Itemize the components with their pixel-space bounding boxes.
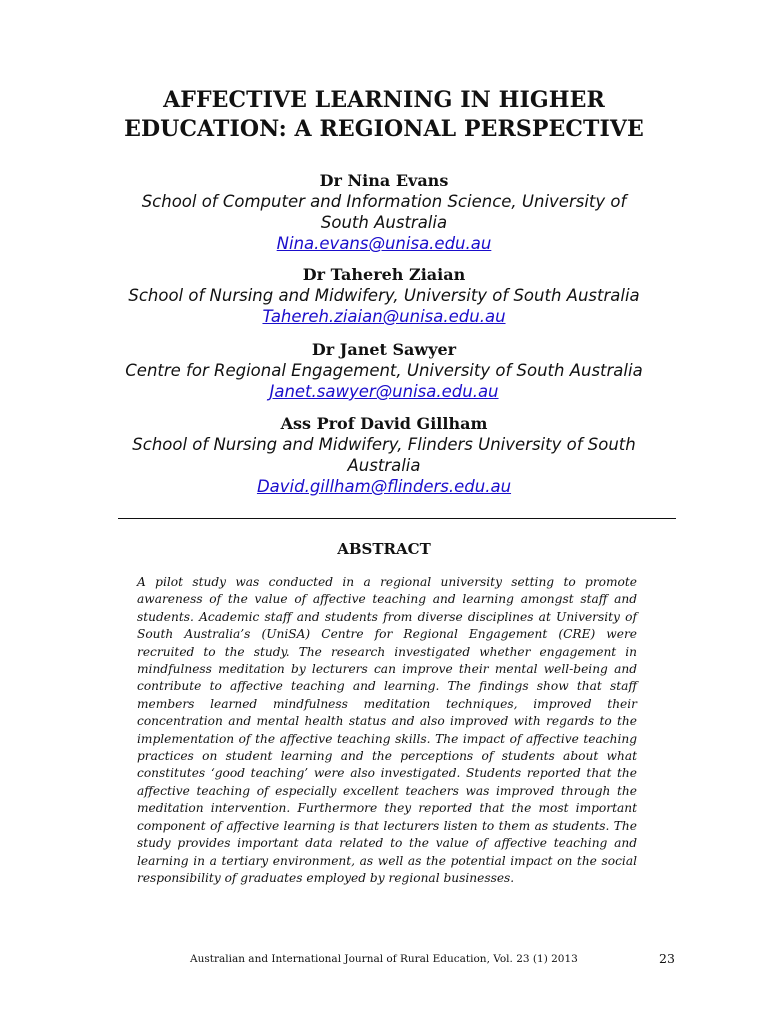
author-email-link[interactable]: David.gillham@flinders.edu.au [256,477,512,496]
paper-title-line-1: AFFECTIVE LEARNING IN HIGHER [163,87,605,113]
author-affiliation [90,191,678,233]
author-name: Dr Janet Sawyer [311,340,457,359]
author-block-2 [90,264,678,327]
affiliation-line-2: Australia [347,456,421,475]
author-block-1 [90,170,678,254]
author-email-link[interactable]: Janet.sawyer@unisa.edu.au [269,382,499,401]
paper-title-line-2: EDUCATION: A REGIONAL PERSPECTIVE [124,116,644,142]
author-affiliation [90,434,678,476]
author-block-4 [90,413,678,497]
author-name: Ass Prof David Gillham [280,414,488,433]
affiliation-line-1: School of Computer and Information Science, University of [141,192,627,211]
abstract-text: A pilot study was conducted in a regional university setting to promote awareness of the value of affective teaching and learning amongst staff and students. Academic staff and students from diverse disciplines at University of South Australia’s (UniSA) Centre for Regional Engagement (CRE) were recruited to the study. The research investigated whether engagement in mindfulness meditation by lecturers can improve their mental well-being and contribute to affective teaching and learning. The findings show that staff members learned mindfulness meditation techniques, improved their concentration and mental health status and also improved with regards to the implementation of the affective teaching skills. The impact of affective teaching practices on student learning and the perceptions of students about what constitutes ‘good teaching’ were also investigated. Students reported that the affective teaching of especially excellent teachers was improved through the meditation intervention. Furthermore they reported that the most important component of affective learning is that lecturers listen to them as students. The study provides important data related to the value of affective teaching and learning in a tertiary environment, as well as the potential impact on the social responsibility of graduates employed by regional businesses. [137,575,637,885]
author-name: Dr Tahereh Ziaian [302,265,466,284]
abstract-heading: ABSTRACT [337,540,431,558]
author-name: Dr Nina Evans [319,171,449,190]
paper-title [60,86,708,144]
affiliation-line-1: School of Nursing and Midwifery, Flinders University of South [132,435,636,454]
author-affiliation [90,360,678,381]
author-email-link[interactable]: Tahereh.ziaian@unisa.edu.au [262,307,506,326]
page-number: 23 [659,951,675,966]
horizontal-rule [118,518,676,519]
footer-journal-citation: Australian and International Journal of Rural Education, Vol. 23 (1) 2013 [190,953,578,965]
author-email-link[interactable]: Nina.evans@unisa.edu.au [276,234,492,253]
author-block-3 [90,339,678,402]
affiliation-line-2: South Australia [320,213,448,232]
affiliation-line-1: School of Nursing and Midwifery, University of South Australia [128,286,640,305]
author-affiliation [90,285,678,306]
affiliation-line-1: Centre for Regional Engagement, University of South Australia [125,361,643,380]
